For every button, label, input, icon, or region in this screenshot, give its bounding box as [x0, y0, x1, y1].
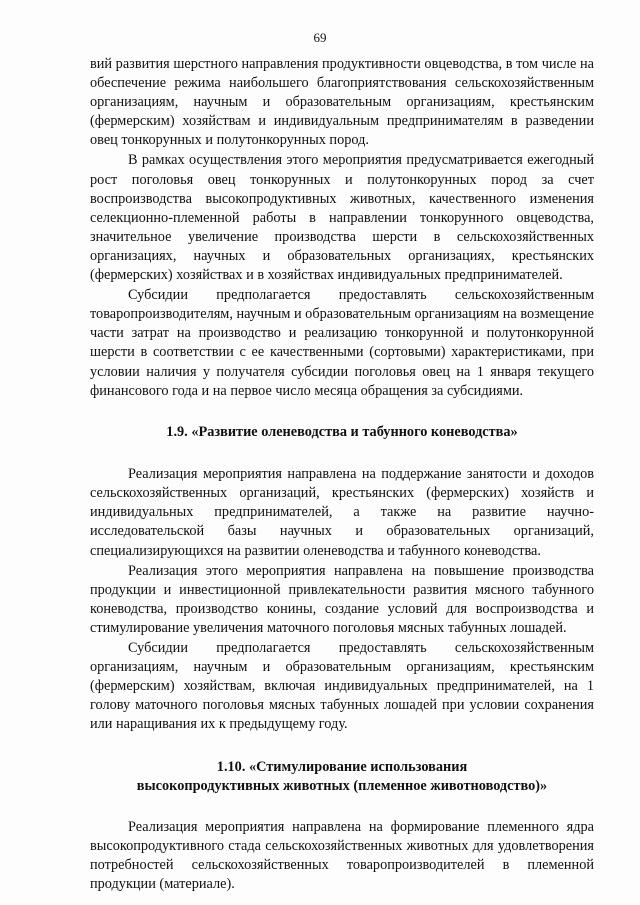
- body-paragraph: Реализация мероприятия направлена на формирование племенного ядра высокопродуктивного стада сельскохозяйственных животных для удовлетворения потребностей сельскохозяйственных товаропроизводителей в племенной продукции (материале).: [90, 818, 594, 892]
- page-body: [90, 55, 594, 894]
- section-heading-1-9: 1.9. «Развитие оленеводства и табунного коневодства»: [166, 423, 518, 440]
- body-paragraph: Субсидии предполагается предоставлять сельскохозяйственным товаропроизводителям, научным и образовательным организациям на возмещение части затрат на производство и реализацию тонкорунной и полутонкорунной шерсти в соответствии с ее качественными (сортовыми) характеристиками, при условии наличия у получателя субсидии поголовья овец на 1 января текущего финансового года и на первое число месяца обращения за субсидиями.: [90, 287, 594, 399]
- continuation-paragraph: вий развития шерстного направления продуктивности овцеводства, в том числе на обеспечение режима наибольшего благоприятствования сельскохозяйственным организациям, научным и образовательным организациям, крестьянским (фермерским) хозяйствам и индивидуальным предпринимателям в разведении овец тонкорунных и полутонкорунных пород.: [90, 56, 594, 149]
- body-paragraph: В рамках осуществления этого мероприятия предусматривается ежегодный рост поголовья овец тонкорунных и полутонкорунных пород за счет воспроизводства высокопродуктивных животных, качественного изменения селекционно-племенной работы в направлении тонкорунного овцеводства, значительное увеличение производства шерсти в сельскохозяйственных организациях, научных и образовательных организациях, крестьянских (фермерских) хозяйствах и в хозяйствах индивидуальных предпринимателей.: [90, 152, 594, 284]
- section-heading-1-10-line1: 1.10. «Стимулирование использования: [216, 758, 468, 775]
- section-heading-1-10-line2: высокопродуктивных животных (племенное животноводство)»: [136, 778, 548, 794]
- page-number: 69: [313, 30, 327, 45]
- section-heading-1-10: [90, 758, 594, 797]
- body-paragraph: Реализация этого мероприятия направлена на повышение производства продукции и инвестиционной привлекательности развития мясного табунного коневодства, производство конины, создание условий для воспроизводства и стимулирование увеличения маточного поголовья мясных табунных лошадей.: [90, 562, 594, 636]
- body-paragraph: Субсидии предполагается предоставлять сельскохозяйственным организациям, научным и образовательным организациям, крестьянским (фермерским) хозяйствам, включая индивидуальных предпринимателей, на 1 голову маточного поголовья мясных табунных лошадей при условии сохранения или наращивания их к предыдущему году.: [90, 640, 594, 733]
- body-paragraph: Реализация мероприятия направлена на поддержание занятости и доходов сельскохозяйственных организаций, крестьянских (фермерских) хозяйств и индивидуальных предпринимателей, а также на развитие научно-исследовательской базы научных и образовательных организаций, специализирующихся на развитии оленеводства и табунного коневодства.: [90, 466, 594, 559]
